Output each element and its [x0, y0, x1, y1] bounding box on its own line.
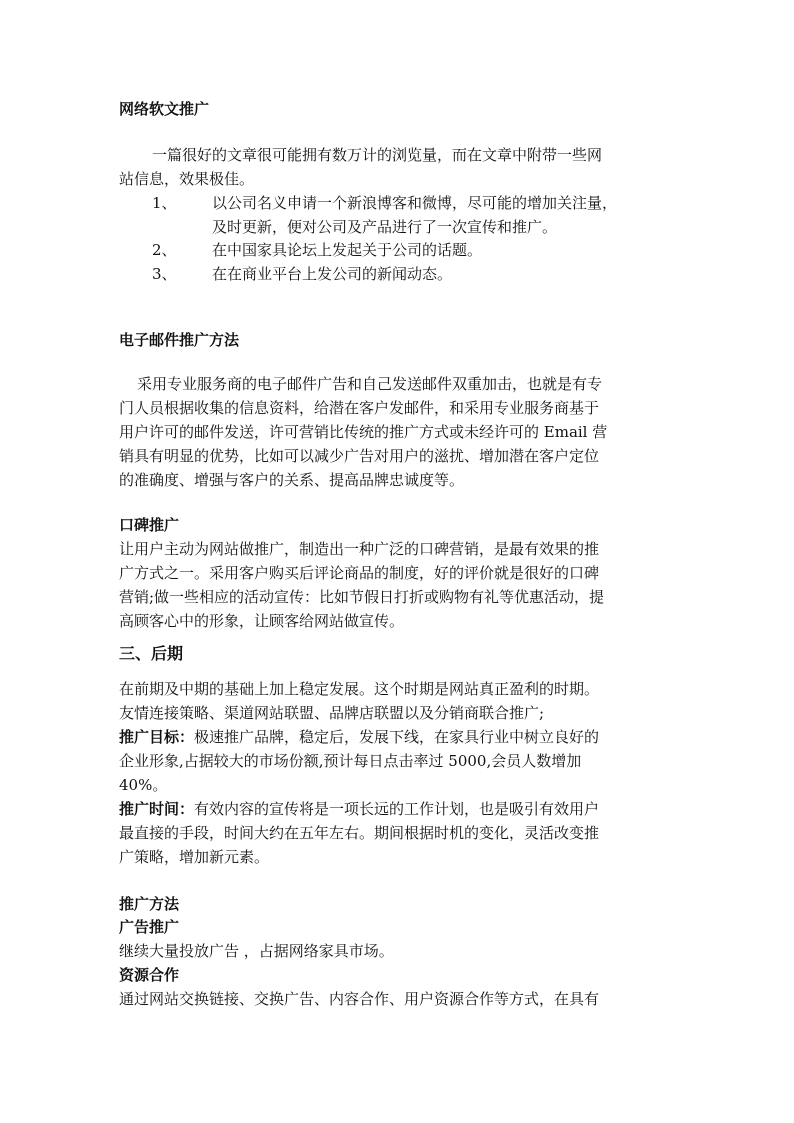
list-item-number: 1、 [152, 194, 177, 212]
word-of-mouth-paragraph-line: 广方式之一。采用客户购买后评论商品的制度，好的评价就是很好的口碑 [119, 564, 600, 582]
email-paragraph-line: 用户许可的邮件发送，许可营销比传统的推广方式或未经许可的 Email 营 [119, 423, 608, 441]
subsection-title-advertising: 广告推广 [119, 918, 180, 936]
list-item-number: 2、 [152, 241, 177, 259]
promotion-time-line [119, 797, 679, 821]
section-title-soft-article: 网络软文推广 [119, 100, 210, 118]
section-title-later-stage: 三、后期 [119, 644, 184, 663]
soft-article-paragraph-line: 一篇很好的文章很可能拥有数万计的浏览量，而在文章中附带一些网 [152, 146, 603, 164]
list-item-text: 及时更新，便对公司及产品进行了一次宣传和推广。 [212, 218, 558, 236]
email-paragraph-line: 采用专业服务商的电子邮件广告和自己发送邮件双重加击，也就是有专 [137, 375, 603, 393]
word-of-mouth-paragraph-line: 让用户主动为网站做推广，制造出一种广泛的口碑营销，是最有效果的推 [119, 540, 600, 558]
advertising-text: 继续大量投放广告 ，占据网络家具市场。 [119, 942, 394, 960]
email-paragraph-line: 门人员根据收集的信息资料，给潜在客户发邮件，和采用专业服务商基于 [119, 399, 600, 417]
soft-article-paragraph-line: 站信息，效果极佳。 [119, 170, 255, 188]
resource-cooperation-text: 通过网站交换链接、交换广告、内容合作、用户资源合作等方式，在具有 [119, 990, 600, 1008]
email-paragraph-line: 销具有明显的优势，比如可以减少广告对用户的滋扰、增加潜在客户定位 [119, 447, 600, 465]
promotion-time-label: 推广时间： [119, 800, 195, 818]
list-item-text: 在中国家具论坛上发起关于公司的话题。 [212, 241, 483, 259]
section-title-methods: 推广方法 [119, 895, 180, 913]
email-paragraph-line: 的准确度、增强与客户的关系、提高品牌忠诚度等。 [119, 471, 465, 489]
word-of-mouth-paragraph-line: 营销;做一些相应的活动宣传：比如节假日打折或购物有礼等优惠活动，提 [119, 588, 605, 606]
later-stage-paragraph-line: 在前期及中期的基础上加上稳定发展。这个时期是网站真正盈利的时期。 [119, 680, 600, 698]
word-of-mouth-paragraph-line: 高顾客心中的形象，让顾客给网站做宣传。 [119, 612, 405, 630]
promotion-goal-line: 企业形象,占据较大的市场份额,预计每日点击率过 5000,会员人数增加 [119, 752, 582, 770]
promotion-goal-text: 极速推广品牌，稳定后，发展下线，在家具行业中树立良好的 [194, 728, 600, 746]
promotion-goal-line [119, 725, 679, 749]
later-stage-paragraph-line: 友情连接策略、渠道网站联盟、品牌店联盟以及分销商联合推广; [119, 704, 545, 722]
promotion-goal-line: 40%。 [119, 776, 168, 794]
promotion-goal-label: 推广目标： [119, 728, 195, 746]
section-title-word-of-mouth: 口碑推广 [119, 516, 180, 534]
list-item-text: 在在商业平台上发公司的新闻动态。 [212, 265, 453, 283]
list-item-number: 3、 [152, 265, 177, 283]
promotion-time-text: 有效内容的宣传将是一项长远的工作计划，也是吸引有效用户 [194, 800, 600, 818]
promotion-time-line: 最直接的手段，时间大约在五年左右。期间根据时机的变化，灵活改变推 [119, 824, 600, 842]
subsection-title-resource-cooperation: 资源合作 [119, 966, 180, 984]
promotion-time-line: 广策略，增加新元素。 [119, 848, 270, 866]
section-title-email: 电子邮件推广方法 [119, 331, 240, 349]
list-item-text: 以公司名义申请一个新浪博客和微博，尽可能的增加关注量， [212, 194, 618, 212]
